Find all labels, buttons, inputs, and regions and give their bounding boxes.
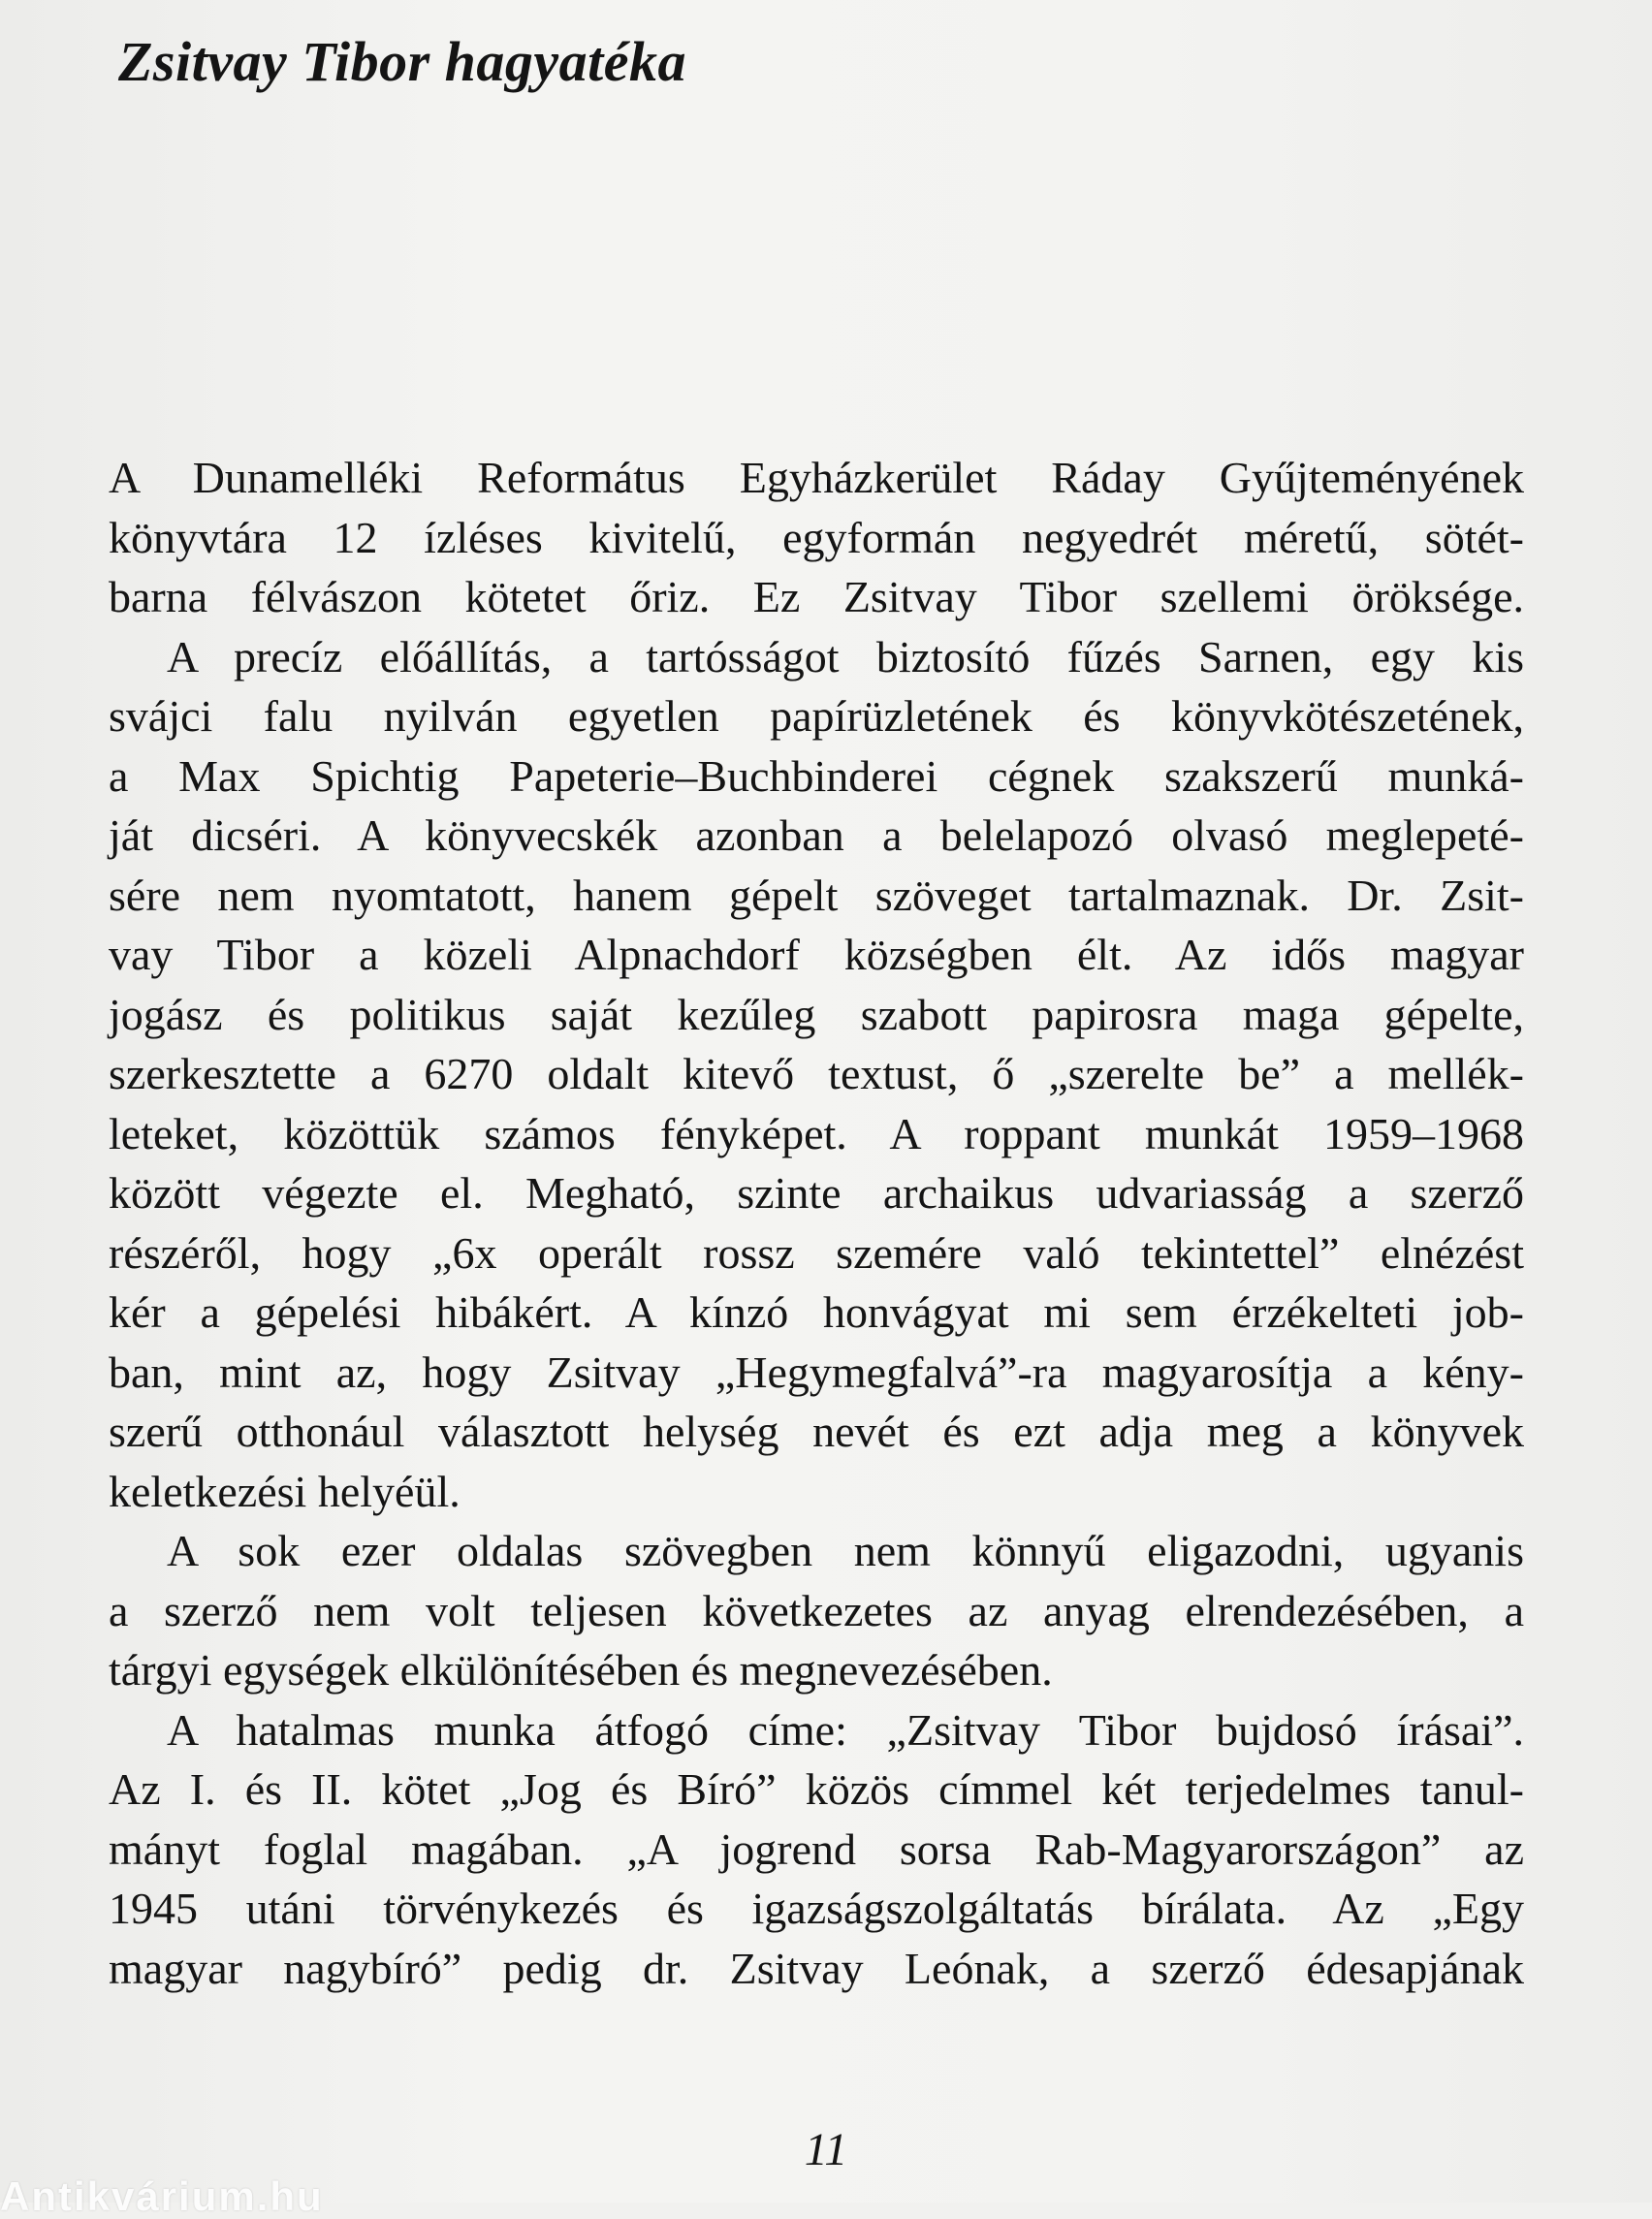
- text-line: ban, mint az, hogy Zsitvay „Hegymegfalvá”-ra magyarosítja a kény-: [109, 1347, 1524, 1397]
- text-line: a szerző nem volt teljesen következetes az anyag elrendezésében, a: [109, 1585, 1524, 1635]
- text-line: ját dicséri. A könyvecskék azonban a belelapozó olvasó meglepeté-: [109, 810, 1524, 860]
- text-line: szerkesztette a 6270 oldalt kitevő textust, ő „szerelte be” a mellék-: [109, 1049, 1524, 1098]
- text-line: magyar nagybíró” pedig dr. Zsitvay Leónak, a szerző édesapjának: [109, 1943, 1524, 1993]
- text-line: mányt foglal magában. „A jogrend sorsa Rab-Magyarországon” az: [109, 1823, 1524, 1874]
- text-line: 1945 utáni törvénykezés és igazságszolgáltatás bírálata. Az „Egy: [109, 1884, 1524, 1933]
- text-line: kér a gépelési hibákért. A kínzó honvágyat mi sem érzékelteti job-: [109, 1287, 1524, 1337]
- text-line: könyvtára 12 ízléses kivitelű, egyformán negyedrét méretű, sötét-: [109, 512, 1524, 562]
- text-line: részéről, hogy „6x operált rossz szemére való tekintettel” elnézést: [109, 1227, 1524, 1278]
- body-text: [109, 448, 1524, 1998]
- text-line: A precíz előállítás, a tartósságot biztosító fűzés Sarnen, egy kis: [167, 631, 1524, 682]
- text-line: A Dunamelléki Református Egyházkerület Ráday Gyűjteményének: [109, 453, 1524, 502]
- text-line: jogász és politikus saját kezűleg szabott papirosra maga gépelte,: [109, 989, 1524, 1039]
- text-line: vay Tibor a közeli Alpnachdorf községben élt. Az idős magyar: [109, 930, 1524, 979]
- text-line: Az I. és II. kötet „Jog és Bíró” közös címmel két terjedelmes tanul-: [109, 1764, 1524, 1814]
- text-line: szerű otthonául választott helység nevét és ezt adja meg a könyvek: [109, 1407, 1524, 1456]
- text-line: A hatalmas munka átfogó címe: „Zsitvay Tibor bujdosó írásai”.: [167, 1704, 1524, 1755]
- section-heading: Zsitvay Tibor hagyatéka: [118, 30, 687, 93]
- text-line: svájci falu nyilván egyetlen papírüzletének és könyvkötészetének,: [109, 691, 1524, 741]
- text-line: között végezte el. Megható, szinte archaikus udvariasság a szerző: [109, 1168, 1524, 1218]
- watermark: Antikvárium.hu: [0, 2173, 324, 2219]
- text-line: keletkezési helyéül.: [109, 1466, 461, 1516]
- text-line: a Max Spichtig Papeterie–Buchbinderei cégnek szakszerű munká-: [109, 750, 1524, 801]
- text-line: A sok ezer oldalas szövegben nem könnyű eligazodni, ugyanis: [167, 1526, 1524, 1575]
- text-line: sére nem nyomtatott, hanem gépelt szöveget tartalmaznak. Dr. Zsit-: [109, 870, 1524, 920]
- page-number: 11: [804, 2124, 848, 2175]
- text-line: leteket, közöttük számos fényképet. A roppant munkát 1959–1968: [109, 1108, 1524, 1158]
- text-line: barna félvászon kötetet őriz. Ez Zsitvay Tibor szellemi öröksége.: [109, 572, 1524, 621]
- text-line: tárgyi egységek elkülönítésében és megnevezésében.: [109, 1645, 1053, 1695]
